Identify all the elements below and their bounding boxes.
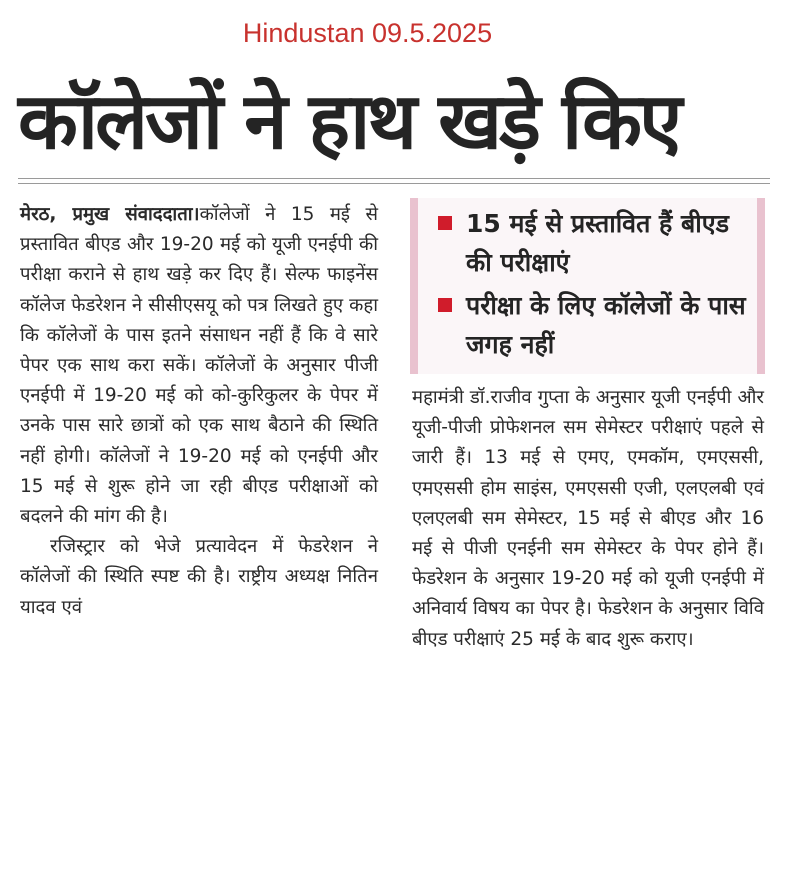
headline-rule-lower: [18, 183, 770, 184]
highlight-item: [440, 286, 750, 364]
article-column-right: [412, 383, 764, 655]
paragraph-1-text: कॉलेजों ने 15 मई से प्रस्तावित बीएड और 19-20 मई को यूजी एनईपी की परीक्षा कराने से हाथ खड़े कर दिए हैं। सेल्फ फाइनेंस कॉलेज फेडरेशन ने सीसीएसयू को पत्र लिखते हुए कहा कि कॉलेजों के पास इतने संसाधन नहीं हैं कि वे सारे पेपर एक साथ करा सकें। कॉलेजों के अनुसार पीजी एनईपी में 19-20 मई को को-कुरिकुलर के पेपर में उनके पास सारे छात्रों को एक साथ बैठाने की स्थिति नहीं होगी। कॉलेजों ने 19-20 मई को एनईपी और 15 मई से शुरू होने जा रही बीएड परीक्षाओं को बदलने की मांग की है।: [20, 204, 378, 528]
highlight-text: परीक्षा के लिए कॉलेजों के पास जगह नहीं: [466, 291, 746, 359]
highlight-bar-right: [757, 198, 765, 374]
highlight-item: [440, 204, 750, 282]
highlight-text: 15 मई से प्रस्तावित हैं बीएड की परीक्षाएं: [466, 209, 729, 277]
article-paragraph-2: रजिस्ट्रार को भेजे प्रत्यावेदन में फेडरेशन ने कॉलेजों की स्थिति स्पष्ट की है। राष्ट्रीय अध्यक्ष नितिन यादव एवं: [20, 536, 378, 618]
article-paragraph-3: महामंत्री डॉ.राजीव गुप्ता के अनुसार यूजी एनईपी और यूजी-पीजी प्रोफेशनल सम सेमेस्टर परीक्षाएं पहले से जारी हैं। 13 मई से एमए, एमकॉम, एमएससी, एमएससी होम साइंस, एमएससी एजी, एलएलबी एवं एलएलबी सम सेमेस्टर, 15 मई से बीएड और 16 मई से पीजी एनईनी सम सेमेस्टर के पेपर होने हैं। फेडरेशन के अनुसार 19-20 मई को यूजी एनईपी में अनिवार्य विषय का पेपर है। फेडरेशन के अनुसार विवि बीएड परीक्षाएं 25 मई के बाद शुरू कराए।: [412, 387, 764, 650]
article-column-left: [20, 200, 378, 623]
bullet-square-icon: [438, 298, 452, 312]
headline-rule: [18, 178, 770, 179]
publication-source-line: Hindustan 09.5.2025: [242, 18, 493, 48]
headline: कॉलेजों ने हाथ खड़े किए: [18, 77, 680, 167]
highlights-box: [410, 198, 765, 374]
dateline: मेरठ, प्रमुख संवाददाता।: [20, 204, 200, 225]
article-paragraph-1: [20, 200, 378, 532]
bullet-square-icon: [438, 216, 452, 230]
highlight-bar-left: [410, 198, 418, 374]
